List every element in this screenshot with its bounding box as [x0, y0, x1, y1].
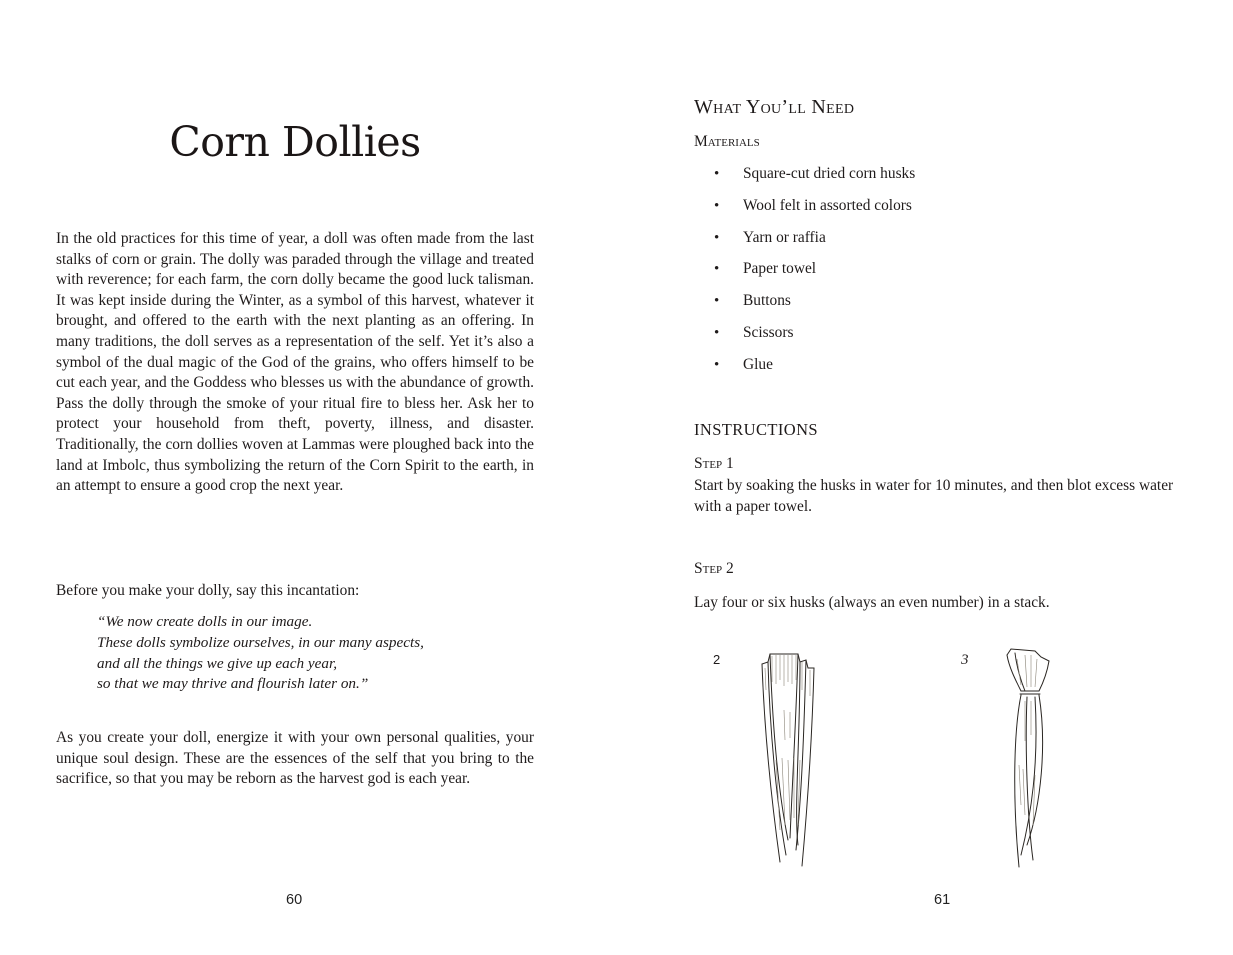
page-title: Corn Dollies: [169, 118, 421, 166]
step-2-text: Lay four or six husks (always an even number) in a stack.: [694, 594, 1050, 611]
bullet-icon: •: [714, 293, 720, 310]
verse-line: and all the things we give up each year,: [97, 654, 337, 672]
incantation-intro: Before you make your dolly, say this incantation:: [56, 582, 360, 599]
page-number-right: 61: [934, 892, 951, 908]
incantation-verse: [97, 612, 424, 695]
materials-heading: Materials: [694, 133, 760, 150]
step-1-text: Start by soaking the husks in water for 10 minutes, and then blot excess water with a paper towel.: [694, 477, 1174, 515]
verse-line: These dolls symbolize ourselves, in our many aspects,: [97, 633, 424, 651]
figure-number: 2: [713, 652, 721, 667]
verse-line: so that we may thrive and flourish later on.”: [97, 675, 369, 693]
page-number-left: 60: [286, 892, 303, 908]
figure-number: 3: [961, 652, 969, 668]
material-label: Yarn or raffia: [743, 228, 826, 246]
step-1-title: Step 1: [694, 455, 734, 472]
intro-paragraph: In the old practices for this time of year, a doll was often made from the last stalks of corn or grain. The dolly was paraded through the village and treated with reverence; for each farm, the corn dolly became the good luck talisman. It was kept inside during the Winter, as a symbol of this harvest, whatever it brought, and offered to the earth with the next planting as an offering. In many traditions, the doll serves as a representation of the self. Yet it’s also a symbol of the dual magic of the God of the grains, who offers himself to be cut each year, and the Goddess who blesses us with the abundance of growth. Pass the dolly through the smoke of your ritual fire to bless her. Ask her to protect your household from theft, poverty, illness, and disaster. Traditionally, the corn dollies woven at Lammas were ploughed back into the land at Imbolc, thus symbolizing the return of the Corn Spirit to the earth, in an attempt to ensure a good crop the next year.: [56, 230, 534, 495]
bullet-icon: •: [714, 166, 720, 182]
bullet-icon: •: [714, 356, 720, 373]
material-label: Wool felt in assorted colors: [743, 196, 912, 214]
material-label: Paper towel: [743, 260, 817, 278]
material-label: Buttons: [743, 292, 791, 310]
corn-husk-stack-illustration-icon: [710, 640, 840, 870]
material-label: Square-cut dried corn husks: [743, 165, 916, 182]
what-youll-need-heading: What You’ll Need: [694, 96, 855, 118]
bullet-icon: •: [714, 261, 720, 278]
figure-2: [710, 640, 840, 870]
verse-line: “We now create dolls in our image.: [97, 613, 313, 630]
bullet-icon: •: [714, 197, 720, 214]
bullet-icon: •: [714, 229, 720, 246]
figure-3: [955, 645, 1065, 875]
closing-paragraph: As you create your doll, energize it with your own personal qualities, your unique soul design. These are the essences of the self that you bring to the sacrifice, so that you may be reborn as the harvest god is each year.: [56, 729, 534, 788]
bullet-icon: •: [714, 324, 720, 341]
tied-corn-husk-bundle-illustration-icon: [955, 645, 1065, 875]
material-label: Glue: [743, 355, 773, 373]
step-2-title: Step 2: [694, 560, 734, 577]
material-label: Scissors: [743, 323, 794, 341]
instructions-heading: INSTRUCTIONS: [694, 420, 818, 439]
